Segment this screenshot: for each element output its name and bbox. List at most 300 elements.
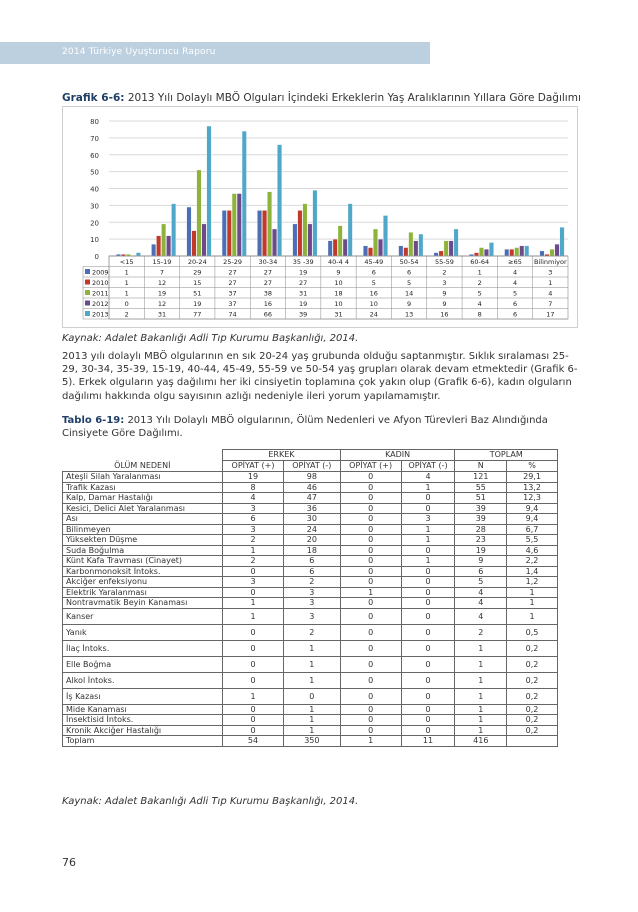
value-cell: 6 — [455, 566, 507, 577]
value-cell: 2 — [223, 535, 284, 546]
value-cell: 0 — [340, 482, 401, 493]
page-number: 76 — [62, 856, 76, 869]
value-cell: 0 — [401, 598, 455, 609]
x-tick-label: 45-49 — [364, 258, 384, 266]
bar-2012-10 — [484, 249, 488, 256]
data-label: 16 — [369, 289, 378, 298]
bar-2013-3 — [242, 131, 246, 256]
x-tick-label: <15 — [119, 258, 134, 266]
table-row — [63, 598, 558, 609]
legend-label-2012: 2012 — [92, 300, 109, 308]
value-cell: 29,1 — [507, 472, 558, 483]
legend-label-2009: 2009 — [92, 268, 109, 277]
value-cell: 1 — [507, 598, 558, 609]
value-cell: 5,5 — [507, 535, 558, 546]
value-cell: 6 — [223, 514, 284, 525]
value-cell: 0 — [401, 503, 455, 514]
bar-2013-6 — [348, 204, 352, 256]
bar-2011-1 — [161, 224, 165, 256]
bar-2011-12 — [550, 249, 554, 256]
bar-2012-7 — [378, 239, 382, 256]
value-cell: 0 — [340, 725, 401, 736]
table-label: Tablo 6-19: — [62, 415, 125, 426]
data-label: 1 — [124, 289, 129, 298]
data-label: 74 — [228, 310, 237, 319]
value-cell: 0,2 — [507, 725, 558, 736]
table-row — [63, 672, 558, 688]
value-cell: 0 — [401, 608, 455, 624]
report-title-band — [0, 42, 430, 64]
data-label: 18 — [334, 289, 343, 298]
value-cell: 1 — [223, 598, 284, 609]
data-label: 39 — [299, 310, 308, 319]
bar-2011-4 — [267, 192, 271, 256]
value-cell: 0 — [340, 672, 401, 688]
data-label: 12 — [157, 300, 167, 308]
value-cell: 98 — [283, 472, 340, 483]
data-label: 19 — [193, 300, 202, 308]
x-tick-label: 15-19 — [152, 258, 172, 266]
bar-2013-12 — [560, 227, 564, 256]
value-cell: 36 — [283, 503, 340, 514]
value-cell: 3 — [223, 503, 284, 514]
bar-2011-11 — [515, 248, 519, 256]
cause-cell: Trafik Kazası — [63, 482, 223, 493]
bar-2010-2 — [192, 231, 196, 256]
value-cell: 1 — [455, 715, 507, 726]
bar-2012-12 — [555, 244, 559, 256]
x-tick-label: 55-59 — [434, 258, 454, 266]
value-cell: 350 — [283, 736, 340, 747]
legend-swatch-2011 — [85, 290, 90, 295]
data-label: 6 — [512, 310, 518, 319]
value-cell: 0,5 — [507, 624, 558, 640]
data-label: 27 — [263, 279, 273, 287]
value-cell: 4 — [455, 608, 507, 624]
bar-2012-1 — [166, 236, 170, 256]
value-cell: 1 — [455, 672, 507, 688]
value-cell: 55 — [455, 482, 507, 493]
value-cell: 0 — [340, 493, 401, 504]
running-title: 2014 Türkiye Uyuşturucu Raporu — [62, 47, 216, 57]
bar-2010-3 — [227, 210, 231, 256]
data-label: 27 — [228, 279, 237, 287]
value-cell: 4 — [455, 587, 507, 598]
chart-source: Kaynak: Adalet Bakanlığı Adli Tıp Kurumu Başkanlığı, 2014. — [62, 333, 359, 344]
data-label: 19 — [299, 300, 308, 308]
bar-2009-6 — [328, 241, 332, 256]
value-cell: 0 — [223, 587, 284, 598]
table-sub-header-row — [63, 461, 558, 472]
value-cell: 0 — [401, 688, 455, 704]
cause-cell: Mide Kanaması — [63, 704, 223, 715]
bar-2013-2 — [207, 126, 211, 256]
data-label: 4 — [477, 300, 482, 308]
data-label: 12 — [157, 279, 167, 287]
value-cell: 0 — [340, 577, 401, 588]
table-row — [63, 566, 558, 577]
column-header: OPİYAT (+) — [223, 461, 284, 472]
value-cell: 0 — [340, 535, 401, 546]
bar-2011-8 — [409, 232, 413, 256]
x-tick-label: ≥65 — [508, 258, 522, 266]
cause-cell: Alkol İntoks. — [63, 672, 223, 688]
value-cell: 1,2 — [507, 577, 558, 588]
value-cell: 0 — [401, 715, 455, 726]
value-cell: 2,2 — [507, 556, 558, 567]
bar-2013-11 — [525, 246, 529, 256]
bar-2009-3 — [222, 210, 226, 256]
value-cell: 0,2 — [507, 656, 558, 672]
value-cell: 1 — [507, 587, 558, 598]
bar-chart-svg — [63, 107, 577, 327]
column-header: OPİYAT (-) — [401, 461, 455, 472]
bar-2009-8 — [399, 246, 403, 256]
cause-cell: Kronik Akciğer Hastalığı — [63, 725, 223, 736]
legend-swatch-2012 — [85, 301, 90, 306]
bar-2012-3 — [237, 194, 241, 256]
legend-swatch-2009 — [85, 269, 90, 274]
value-cell: 0 — [223, 566, 284, 577]
value-cell: 0 — [340, 704, 401, 715]
value-cell: 0 — [340, 608, 401, 624]
value-cell: 46 — [283, 482, 340, 493]
cause-cell: Akciğer enfeksiyonu — [63, 577, 223, 588]
value-cell: 0 — [401, 672, 455, 688]
value-cell: 121 — [455, 472, 507, 483]
bar-2010-9 — [439, 251, 443, 256]
value-cell: 9,4 — [507, 503, 558, 514]
table-caption — [62, 414, 578, 440]
table-row — [63, 577, 558, 588]
data-label: 29 — [193, 268, 202, 277]
table-corner — [63, 450, 223, 461]
value-cell: 0 — [340, 715, 401, 726]
value-cell: 9,4 — [507, 514, 558, 525]
table-row — [63, 715, 558, 726]
value-cell: 1 — [283, 704, 340, 715]
cause-cell: Elle Boğma — [63, 656, 223, 672]
bar-chart — [62, 106, 578, 328]
bar-2011-5 — [303, 204, 307, 256]
bar-2010-4 — [262, 210, 266, 256]
group-header: ERKEK — [223, 450, 341, 461]
data-label: 9 — [407, 300, 412, 308]
data-label: 8 — [477, 310, 482, 319]
value-cell: 1,4 — [507, 566, 558, 577]
value-cell: 0 — [340, 472, 401, 483]
value-cell: 0 — [340, 598, 401, 609]
value-cell: 13,2 — [507, 482, 558, 493]
data-label: 2 — [124, 310, 129, 319]
table-row — [63, 503, 558, 514]
bar-2009-7 — [363, 246, 367, 256]
value-cell: 0,2 — [507, 715, 558, 726]
group-header: KADIN — [340, 450, 455, 461]
value-cell: 2 — [223, 556, 284, 567]
data-label: 7 — [159, 268, 165, 277]
cause-cell: Nontravmatik Beyin Kanaması — [63, 598, 223, 609]
bar-2012-6 — [343, 239, 347, 256]
data-label: 77 — [193, 310, 202, 319]
bar-2009-4 — [257, 210, 261, 256]
value-cell: 416 — [455, 736, 507, 747]
data-label: 4 — [548, 289, 553, 298]
bar-2011-10 — [479, 248, 483, 256]
data-label: 3 — [548, 268, 553, 277]
bar-2013-1 — [171, 204, 175, 256]
value-cell: 3 — [283, 587, 340, 598]
bar-2010-5 — [298, 210, 302, 256]
value-cell: 2 — [283, 577, 340, 588]
bar-2010-6 — [333, 239, 337, 256]
value-cell: 6 — [283, 556, 340, 567]
bar-2013-9 — [454, 229, 458, 256]
legend-label-2010: 2010 — [92, 279, 109, 287]
data-label: 4 — [512, 268, 518, 277]
table-row — [63, 736, 558, 747]
value-cell: 3 — [283, 608, 340, 624]
data-label: 17 — [546, 310, 555, 319]
legend-swatch-2010 — [85, 280, 90, 285]
legend-label-2013: 2013 — [92, 310, 109, 319]
value-cell: 0 — [223, 725, 284, 736]
table-row — [63, 704, 558, 715]
value-cell: 47 — [283, 493, 340, 504]
value-cell: 0 — [340, 656, 401, 672]
value-cell: 12,3 — [507, 493, 558, 504]
value-cell: 0 — [340, 503, 401, 514]
data-label: 27 — [228, 268, 237, 277]
cause-cell: Künt Kafa Travması (Cinayet) — [63, 556, 223, 567]
value-cell — [507, 736, 558, 747]
data-label: 10 — [369, 300, 378, 308]
value-cell: 0 — [401, 577, 455, 588]
data-label: 4 — [512, 279, 518, 287]
y-tick-label: 60 — [90, 151, 99, 160]
table-row — [63, 545, 558, 556]
value-cell: 39 — [455, 503, 507, 514]
bar-2013-4 — [277, 145, 281, 256]
value-cell: 20 — [283, 535, 340, 546]
bar-2012-9 — [449, 241, 453, 256]
value-cell: 0 — [340, 688, 401, 704]
y-tick-label: 10 — [90, 236, 99, 245]
value-cell: 1 — [283, 715, 340, 726]
value-cell: 0 — [340, 624, 401, 640]
bar-2012-5 — [308, 224, 312, 256]
y-tick-label: 50 — [90, 168, 99, 177]
data-label: 10 — [334, 300, 343, 308]
data-label: 13 — [404, 310, 414, 319]
y-tick-label: 70 — [90, 134, 99, 143]
value-cell: 1 — [283, 656, 340, 672]
table-row — [63, 608, 558, 624]
data-label: 6 — [512, 300, 518, 308]
data-label: 5 — [477, 289, 482, 298]
cause-cell: Kanser — [63, 608, 223, 624]
x-tick-label: 30-34 — [258, 258, 278, 266]
value-cell: 0 — [401, 640, 455, 656]
data-label: 14 — [404, 289, 414, 298]
data-label: 5 — [407, 279, 412, 287]
value-cell: 0 — [401, 566, 455, 577]
figure-caption — [62, 92, 602, 104]
bar-2012-11 — [520, 246, 524, 256]
table-row — [63, 640, 558, 656]
bar-2009-11 — [505, 249, 509, 256]
value-cell: 0 — [223, 715, 284, 726]
value-cell: 30 — [283, 514, 340, 525]
value-cell: 4 — [401, 472, 455, 483]
value-cell: 18 — [283, 545, 340, 556]
bar-2009-1 — [151, 244, 155, 256]
table-row — [63, 493, 558, 504]
value-cell: 11 — [401, 736, 455, 747]
value-cell: 1 — [455, 640, 507, 656]
cause-cell: Suda Boğulma — [63, 545, 223, 556]
value-cell: 54 — [223, 736, 284, 747]
column-header: OPİYAT (-) — [283, 461, 340, 472]
value-cell: 3 — [223, 577, 284, 588]
bar-2011-7 — [373, 229, 377, 256]
legend-label-2011: 2011 — [92, 289, 109, 298]
data-label: 1 — [124, 268, 129, 277]
value-cell: 1 — [283, 640, 340, 656]
value-cell: 19 — [455, 545, 507, 556]
x-tick-label: 35 -39 — [292, 258, 314, 266]
value-cell: 4 — [223, 493, 284, 504]
data-label: 31 — [299, 289, 308, 298]
bar-2011-9 — [444, 241, 448, 256]
value-cell: 0 — [401, 493, 455, 504]
table-row — [63, 587, 558, 598]
table-row — [63, 725, 558, 736]
x-tick-label: 20-24 — [187, 258, 207, 266]
data-label: 9 — [442, 289, 447, 298]
value-cell: 1 — [223, 545, 284, 556]
data-label: 5 — [512, 289, 518, 298]
table-title: 2013 Yılı Dolaylı MBÖ olgularının, Ölüm Nedenleri ve Afyon Türevleri Baz Alındığında Cinsiyete Göre Dağılımı. — [62, 415, 548, 439]
data-label: 16 — [440, 310, 449, 319]
value-cell: 1 — [401, 535, 455, 546]
table-row — [63, 514, 558, 525]
table-row — [63, 472, 558, 483]
data-label: 27 — [263, 268, 273, 277]
data-label: 9 — [442, 300, 447, 308]
value-cell: 0,2 — [507, 672, 558, 688]
data-label: 31 — [334, 310, 343, 319]
value-cell: 0 — [223, 704, 284, 715]
column-header: OPİYAT (+) — [340, 461, 401, 472]
table-row — [63, 556, 558, 567]
column-header: N — [455, 461, 507, 472]
cause-cell: İnsektisid İntoks. — [63, 715, 223, 726]
x-tick-label: 60-64 — [470, 258, 490, 266]
value-cell: 0 — [401, 656, 455, 672]
bar-2013-8 — [419, 234, 423, 256]
bar-2012-4 — [272, 229, 276, 256]
data-label: 15 — [193, 279, 202, 287]
value-cell: 1 — [455, 688, 507, 704]
value-cell: 1 — [507, 608, 558, 624]
bar-2009-9 — [434, 253, 438, 256]
data-label: 5 — [371, 279, 376, 287]
value-cell: 0 — [283, 688, 340, 704]
bar-2009-12 — [540, 251, 544, 256]
value-cell: 6 — [283, 566, 340, 577]
data-label: 37 — [228, 300, 237, 308]
value-cell: 51 — [455, 493, 507, 504]
body-paragraph: 2013 yılı dolaylı MBÖ olgularının en sık 20-24 yaş grubunda olduğu saptanmıştır. Sıklık sıralaması 25-29, 30-34, 35-39, 15-19, 40-44, 45-49, 55-59 ve 50-54 yaş grupları olarak devam etmektedir (Grafik 6-5). Erkek olguların yaş dağılımı her iki cinsiyetin toplamına çok yakın olup (Grafik 6-6), kadın olguların dağılımı hakkında olgu sayısının azlığı nedeniyle ileri yorum yapılamamıştır. — [62, 351, 578, 402]
data-label: 1 — [548, 279, 553, 287]
data-label: 1 — [477, 268, 482, 277]
value-cell: 0 — [401, 704, 455, 715]
y-tick-label: 80 — [90, 118, 99, 126]
cause-cell: Karbonmonoksit İntoks. — [63, 566, 223, 577]
bar-2012-8 — [414, 241, 418, 256]
x-tick-label: 40-4 4 — [328, 258, 349, 266]
data-label: 31 — [157, 310, 167, 319]
bar-2012-2 — [202, 224, 206, 256]
data-label: 6 — [371, 268, 376, 277]
value-cell: 0,2 — [507, 640, 558, 656]
cause-cell: Elektrik Yaralanması — [63, 587, 223, 598]
data-label: 19 — [299, 268, 308, 277]
value-cell: 8 — [223, 482, 284, 493]
value-cell: 39 — [455, 514, 507, 525]
value-cell: 0 — [401, 725, 455, 736]
bar-2011-2 — [197, 170, 201, 256]
cause-cell: Yanık — [63, 624, 223, 640]
figure-title: 2013 Yılı Dolaylı MBÖ Olguları İçindeki Erkeklerin Yaş Aralıklarının Yıllara Göre Dağılımı — [127, 92, 581, 104]
value-cell: 0 — [401, 587, 455, 598]
bar-2010-11 — [510, 249, 514, 256]
data-label: 6 — [407, 268, 412, 277]
figure-label: Grafik 6-6: — [62, 92, 125, 104]
cause-cell: Kalp, Damar Hastalığı — [63, 493, 223, 504]
bar-2010-10 — [474, 253, 478, 256]
cause-cell: Yüksekten Düşme — [63, 535, 223, 546]
bar-2009-2 — [187, 207, 191, 256]
table-row — [63, 524, 558, 535]
value-cell: 0 — [223, 624, 284, 640]
y-tick-label: 40 — [90, 185, 99, 194]
table-row — [63, 656, 558, 672]
value-cell: 1 — [401, 556, 455, 567]
group-header: TOPLAM — [455, 450, 558, 461]
x-tick-label: 25-29 — [223, 258, 243, 266]
column-header: % — [507, 461, 558, 472]
value-cell: 0 — [223, 672, 284, 688]
value-cell: 3 — [401, 514, 455, 525]
value-cell: 1 — [455, 656, 507, 672]
cause-cell: Toplam — [63, 736, 223, 747]
bar-2013-10 — [489, 243, 493, 257]
data-label: 9 — [336, 268, 341, 277]
y-tick-label: 30 — [90, 202, 99, 211]
data-label: 37 — [228, 289, 237, 298]
value-cell: 28 — [455, 524, 507, 535]
data-label: 2 — [442, 268, 447, 277]
bar-2013-0 — [136, 253, 140, 256]
cause-cell: İş Kazası — [63, 688, 223, 704]
value-cell: 4,6 — [507, 545, 558, 556]
value-cell: 2 — [455, 624, 507, 640]
bar-2011-6 — [338, 226, 342, 256]
value-cell: 5 — [455, 577, 507, 588]
legend-swatch-2013 — [85, 311, 90, 316]
